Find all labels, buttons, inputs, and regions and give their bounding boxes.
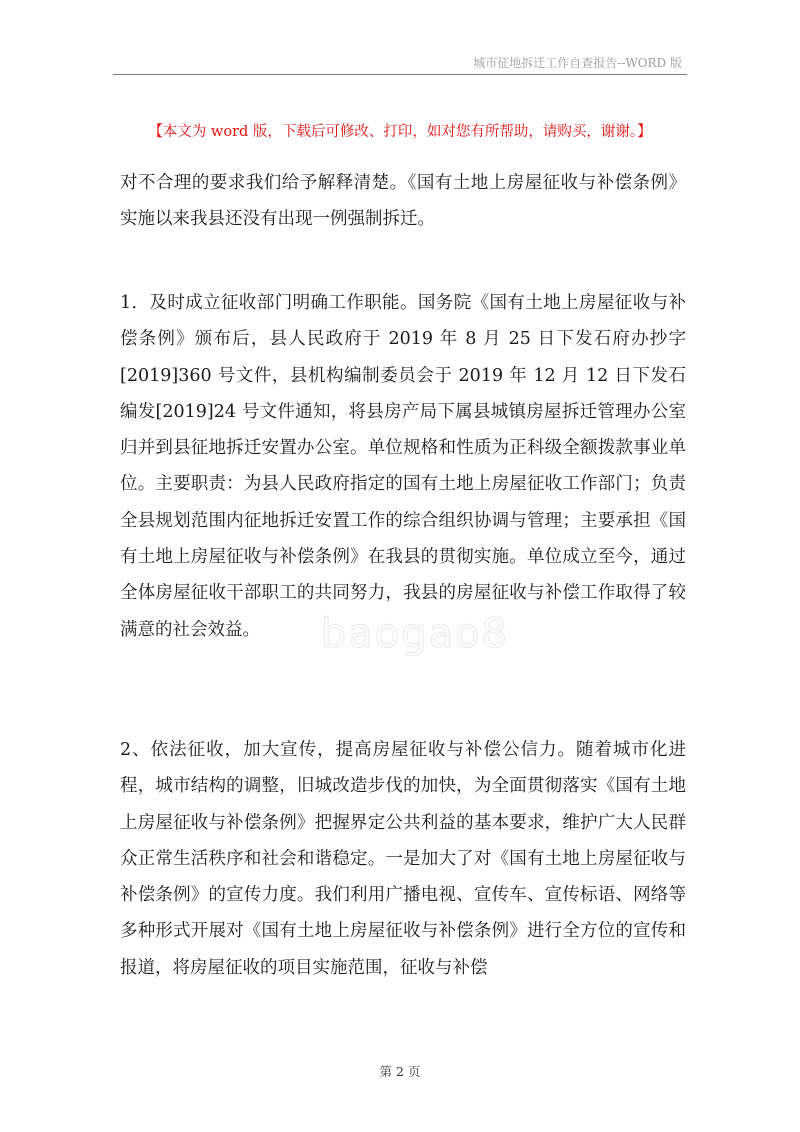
header-divider xyxy=(113,74,687,75)
paragraph-item-2-text: 2、依法征收，加大宣传，提高房屋征收与补偿公信力。随着城市化进程，城市结构的调整，旧城改造步伐的加快，为全面贯彻落实《国有土地上房屋征收与补偿条例》把握界定公共利益的基本要求，维护广大人民群众正常生活秩序和社会和谐稳定。一是加大了对《国有土地上房屋征收与补偿条例》的宣传力度。我们利用广播电视、宣传车、宣传标语、网络等多种形式开展对《国有土地上房屋征收与补偿条例》进行全方位的宣传和报道，将房屋征收的项目实施范围，征收与补偿 xyxy=(120,740,686,978)
paragraph-item-2 xyxy=(120,732,686,986)
paragraph-item-1 xyxy=(120,285,686,648)
paragraph-continuation xyxy=(120,165,686,238)
svg-text:baogao8: baogao8 xyxy=(320,611,510,657)
paragraph-item-1-text: 1．及时成立征收部门明确工作职能。国务院《国有土地上房屋征收与补偿条例》颁布后，县人民政府于 2019 年 8 月 25 日下发石府办抄字[2019]360 号文件，县机构编制委员会于 2019 年 12 月 12 日下发石编发[2019]24 号文件通知，将县房产局下属县城镇房屋拆迁管理办公室归并到县征地拆迁安置办公室。单位规格和性质为正科级全额拨款事业单位。主要职责：为县人民政府指定的国有土地上房屋征收工作部门；负责全县规划范围内征地拆迁安置工作的综合组织协调与管理；主要承担《国有土地上房屋征收与补偿条例》在我县的贯彻实施。单位成立至今，通过全体房屋征收干部职工的共同努力，我县的房屋征收与补偿工作取得了较满意的社会效益。 xyxy=(120,293,686,640)
running-header: 城市征地拆迁工作自查报告--WORD 版 xyxy=(473,56,682,70)
paragraph-continuation-text: 对不合理的要求我们给予解释清楚。《国有土地上房屋征收与补偿条例》实施以来我县还没有出现一例强制拆迁。 xyxy=(120,173,686,230)
page-number: 第 2 页 xyxy=(379,1064,421,1079)
purchase-notice: 【本文为 word 版，下载后可修改、打印，如对您有所帮助，请购买，谢谢。】 xyxy=(148,124,652,140)
